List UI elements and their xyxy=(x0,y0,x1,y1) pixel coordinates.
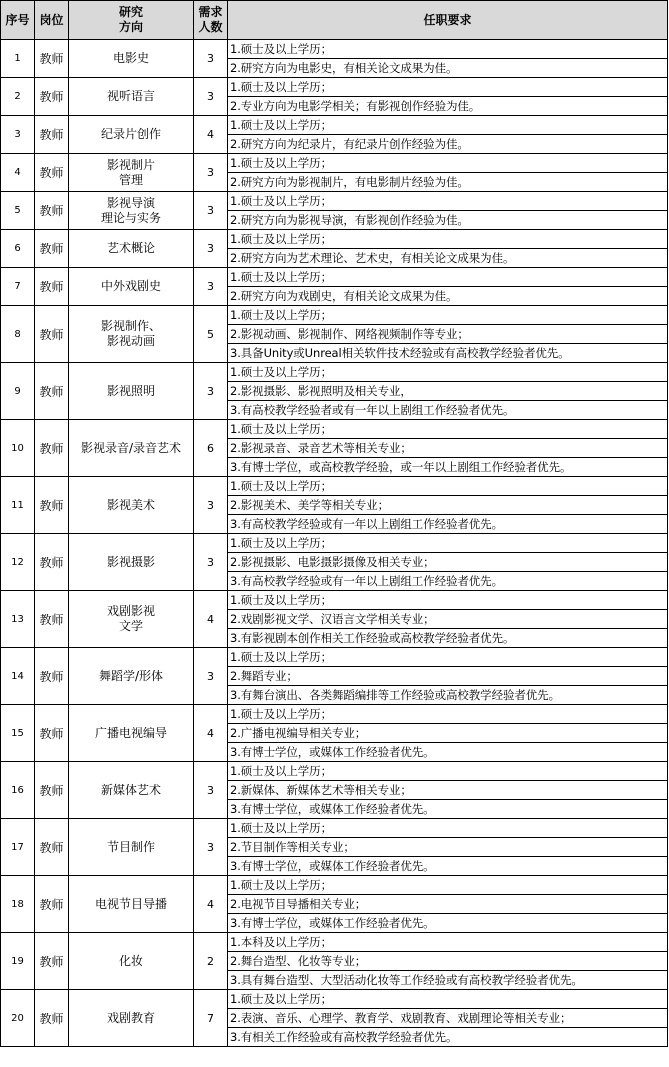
row-count: 6 xyxy=(194,420,228,477)
row-direction xyxy=(69,990,194,1047)
requirement-line: 1.硕士及以上学历； xyxy=(230,42,332,56)
table-row xyxy=(1,420,668,477)
requirement-line: 3.有博士学位，或高校教学经验，或一年以上剧组工作经验者优先。 xyxy=(228,457,667,476)
row-position: 教师 xyxy=(35,363,69,420)
table-body xyxy=(1,40,668,1047)
header-direction-line: 方向 xyxy=(118,20,143,34)
row-direction xyxy=(69,876,194,933)
row-direction-line: 理论与实务 xyxy=(100,210,161,225)
header-requirements: 任职要求 xyxy=(228,1,668,40)
row-direction-line: 影视录音/录音艺术 xyxy=(80,440,182,455)
row-count: 3 xyxy=(194,40,228,78)
table-row xyxy=(1,648,668,705)
row-direction xyxy=(69,78,194,116)
row-count: 3 xyxy=(194,477,228,534)
requirement-line: 3.有影视剧本创作相关工作经验或高校教学经验者优先。 xyxy=(228,628,667,647)
table-header xyxy=(1,1,668,40)
requirement-line: 2.电视节目导播相关专业； xyxy=(228,894,667,913)
row-count: 4 xyxy=(194,705,228,762)
row-requirements xyxy=(228,990,668,1047)
row-direction xyxy=(69,363,194,420)
table-row xyxy=(1,230,668,268)
requirement-line: 1.硕士及以上学历； xyxy=(230,156,332,170)
table-row xyxy=(1,762,668,819)
requirement-line: 1.硕士及以上学历； xyxy=(230,422,332,436)
row-position: 教师 xyxy=(35,154,69,192)
requirement-line: 1.硕士及以上学历； xyxy=(230,80,332,94)
row-position: 教师 xyxy=(35,705,69,762)
row-direction xyxy=(69,116,194,154)
row-count: 3 xyxy=(194,192,228,230)
requirement-line: 3.有博士学位，或媒体工作经验者优先。 xyxy=(228,913,667,932)
requirement-line: 2.研究方向为影视制片，有电影制片经验为佳。 xyxy=(228,172,667,191)
row-requirements xyxy=(228,40,668,78)
table-row xyxy=(1,534,668,591)
row-direction-line: 电影史 xyxy=(112,51,149,65)
requirement-line: 3.具备Unity或Unreal相关软件技术经验或有高校教学经验者优先。 xyxy=(228,343,667,362)
requirement-line: 2.广播电视编导相关专业； xyxy=(228,723,667,742)
row-direction-line: 影视制片 xyxy=(106,157,155,172)
table-row xyxy=(1,876,668,933)
row-requirements xyxy=(228,363,668,420)
row-direction-line: 节目制作 xyxy=(106,839,155,854)
table-row xyxy=(1,990,668,1047)
requirement-line: 1.硕士及以上学历； xyxy=(230,536,332,550)
header-count xyxy=(194,1,228,40)
row-requirements xyxy=(228,420,668,477)
row-requirements xyxy=(228,268,668,306)
requirement-line: 2.节目制作等相关专业； xyxy=(228,837,667,856)
requirement-line: 2.研究方向为影视导演，有影视创作经验为佳。 xyxy=(228,210,667,229)
header-position: 岗位 xyxy=(35,1,69,40)
row-direction-line: 戏剧影视 xyxy=(106,604,155,618)
row-requirements xyxy=(228,116,668,154)
table-row xyxy=(1,819,668,876)
row-number: 4 xyxy=(1,154,35,192)
row-requirements xyxy=(228,477,668,534)
row-requirements xyxy=(228,933,668,990)
row-requirements xyxy=(228,876,668,933)
row-number: 2 xyxy=(1,78,35,116)
row-position: 教师 xyxy=(35,306,69,363)
row-position: 教师 xyxy=(35,762,69,819)
row-number: 12 xyxy=(1,534,35,591)
requirement-line: 2.影视录音、录音艺术等相关专业； xyxy=(228,438,667,457)
row-number: 8 xyxy=(1,306,35,363)
row-direction xyxy=(69,268,194,306)
requirement-line: 2.舞台造型、化妆等专业； xyxy=(228,951,667,970)
row-direction xyxy=(69,534,194,591)
table-row xyxy=(1,705,668,762)
row-direction-line: 文学 xyxy=(118,619,143,633)
row-direction-line: 舞蹈学/形体 xyxy=(98,668,164,683)
row-direction-line: 管理 xyxy=(118,172,143,187)
table-row xyxy=(1,933,668,990)
row-count: 3 xyxy=(194,534,228,591)
row-position: 教师 xyxy=(35,420,69,477)
row-requirements xyxy=(228,648,668,705)
requirement-line: 1.硕士及以上学历； xyxy=(230,365,332,379)
requirement-line: 2.新媒体、新媒体艺术等相关专业； xyxy=(228,780,667,799)
requirement-line: 1.硕士及以上学历； xyxy=(230,650,332,664)
row-count: 5 xyxy=(194,306,228,363)
requirement-line: 2.研究方向为戏剧史，有相关论文成果为佳。 xyxy=(228,286,667,305)
row-direction xyxy=(69,306,194,363)
requirement-line: 1.硕士及以上学历； xyxy=(230,194,332,208)
row-position: 教师 xyxy=(35,648,69,705)
table-row xyxy=(1,363,668,420)
row-number: 7 xyxy=(1,268,35,306)
requirement-line: 2.影视动画、影视制作、网络视频制作等专业； xyxy=(228,324,667,343)
row-number: 18 xyxy=(1,876,35,933)
row-direction-line: 视听语言 xyxy=(106,89,155,103)
row-count: 4 xyxy=(194,116,228,154)
requirement-line: 1.硕士及以上学历； xyxy=(230,764,332,778)
row-direction xyxy=(69,705,194,762)
requirement-line: 2.戏剧影视文学、汉语言文学相关专业； xyxy=(228,609,667,628)
row-count: 3 xyxy=(194,819,228,876)
row-number: 17 xyxy=(1,819,35,876)
requirement-line: 2.影视美术、美学等相关专业； xyxy=(228,495,667,514)
requirement-line: 2.影视摄影、影视照明及相关专业， xyxy=(228,381,667,400)
row-direction-line: 化妆 xyxy=(118,953,143,968)
header-direction xyxy=(69,1,194,40)
row-position: 教师 xyxy=(35,591,69,648)
row-number: 3 xyxy=(1,116,35,154)
row-position: 教师 xyxy=(35,477,69,534)
requirement-line: 3.有高校教学经验或有一年以上剧组工作经验者优先。 xyxy=(228,514,667,533)
row-position: 教师 xyxy=(35,40,69,78)
row-direction-line: 电视节目导播 xyxy=(94,896,167,911)
row-number: 15 xyxy=(1,705,35,762)
requirement-line: 3.有博士学位，或媒体工作经验者优先。 xyxy=(228,742,667,761)
row-direction xyxy=(69,933,194,990)
row-direction-line: 影视照明 xyxy=(106,383,155,398)
requirement-line: 1.硕士及以上学历； xyxy=(230,118,332,132)
row-position: 教师 xyxy=(35,230,69,268)
row-position: 教师 xyxy=(35,534,69,591)
row-requirements xyxy=(228,78,668,116)
row-direction xyxy=(69,40,194,78)
row-direction-line: 艺术概论 xyxy=(106,241,155,255)
row-count: 3 xyxy=(194,648,228,705)
requirement-line: 1.硕士及以上学历； xyxy=(230,992,332,1006)
row-direction xyxy=(69,591,194,648)
row-position: 教师 xyxy=(35,933,69,990)
row-number: 20 xyxy=(1,990,35,1047)
row-number: 16 xyxy=(1,762,35,819)
row-requirements xyxy=(228,705,668,762)
requirement-line: 1.硕士及以上学历； xyxy=(230,308,332,322)
requirement-line: 3.有高校教学经验者或有一年以上剧组工作经验者优先。 xyxy=(228,400,667,419)
requirement-line: 2.舞蹈专业； xyxy=(228,666,667,685)
row-direction xyxy=(69,648,194,705)
row-count: 3 xyxy=(194,363,228,420)
requirement-line: 3.有博士学位，或媒体工作经验者优先。 xyxy=(228,856,667,875)
row-requirements xyxy=(228,154,668,192)
row-number: 6 xyxy=(1,230,35,268)
row-direction xyxy=(69,420,194,477)
table-row xyxy=(1,154,668,192)
table-row xyxy=(1,116,668,154)
requirement-line: 2.研究方向为纪录片，有纪录片创作经验为佳。 xyxy=(228,134,667,153)
requirement-line: 2.影视摄影、电影摄影摄像及相关专业； xyxy=(228,552,667,571)
row-position: 教师 xyxy=(35,192,69,230)
row-direction xyxy=(69,477,194,534)
row-number: 11 xyxy=(1,477,35,534)
row-requirements xyxy=(228,534,668,591)
table-row xyxy=(1,78,668,116)
requirement-line: 3.有相关工作经验或有高校教学经验者优先。 xyxy=(228,1027,667,1046)
row-number: 19 xyxy=(1,933,35,990)
row-count: 3 xyxy=(194,154,228,192)
row-number: 14 xyxy=(1,648,35,705)
table-row xyxy=(1,591,668,648)
row-number: 1 xyxy=(1,40,35,78)
header-count-line: 人数 xyxy=(198,20,223,34)
requirement-line: 1.硕士及以上学历； xyxy=(230,821,332,835)
row-count: 4 xyxy=(194,876,228,933)
row-position: 教师 xyxy=(35,990,69,1047)
row-number: 10 xyxy=(1,420,35,477)
requirement-line: 1.硕士及以上学历； xyxy=(230,479,332,493)
requirement-line: 1.硕士及以上学历； xyxy=(230,593,332,607)
row-direction xyxy=(69,192,194,230)
requirement-line: 1.硕士及以上学历； xyxy=(230,878,332,892)
header-count-line: 需求 xyxy=(198,5,223,19)
table-row xyxy=(1,306,668,363)
requirement-line: 3.有博士学位，或媒体工作经验者优先。 xyxy=(228,799,667,818)
requirement-line: 3.有舞台演出、各类舞蹈编排等工作经验或高校教学经验者优先。 xyxy=(228,685,667,704)
requirement-line: 1.硕士及以上学历； xyxy=(230,232,332,246)
table-row xyxy=(1,268,668,306)
requirement-line: 2.表演、音乐、心理学、教育学、戏剧教育、戏剧理论等相关专业； xyxy=(228,1008,667,1027)
row-direction-line: 影视摄影 xyxy=(106,554,155,569)
table-row xyxy=(1,477,668,534)
row-direction-line: 广播电视编导 xyxy=(94,725,167,740)
header-direction-line: 研究 xyxy=(118,5,143,19)
row-requirements xyxy=(228,762,668,819)
requirement-line: 2.研究方向为电影史，有相关论文成果为佳。 xyxy=(228,58,667,77)
requirement-line: 1.硕士及以上学历； xyxy=(230,270,332,284)
row-direction-line: 影视导演 xyxy=(106,195,155,210)
requirement-line: 3.有高校教学经验或有一年以上剧组工作经验者优先。 xyxy=(228,571,667,590)
requirement-line: 1.本科及以上学历； xyxy=(230,935,332,949)
row-requirements xyxy=(228,192,668,230)
row-count: 3 xyxy=(194,230,228,268)
row-count: 3 xyxy=(194,268,228,306)
table-row xyxy=(1,192,668,230)
row-number: 5 xyxy=(1,192,35,230)
row-direction xyxy=(69,154,194,192)
row-count: 4 xyxy=(194,591,228,648)
header-no: 序号 xyxy=(1,1,35,40)
row-direction-line: 新媒体艺术 xyxy=(100,782,161,797)
row-count: 3 xyxy=(194,762,228,819)
row-direction-line: 中外戏剧史 xyxy=(100,279,161,293)
row-direction-line: 纪录片创作 xyxy=(100,127,161,141)
row-direction xyxy=(69,762,194,819)
requirement-line: 3.具有舞台造型、大型活动化妆等工作经验或有高校教学经验者优先。 xyxy=(228,970,667,989)
row-number: 13 xyxy=(1,591,35,648)
row-requirements xyxy=(228,591,668,648)
requirement-line: 2.研究方向为艺术理论、艺术史，有相关论文成果为佳。 xyxy=(228,248,667,267)
row-position: 教师 xyxy=(35,819,69,876)
row-requirements xyxy=(228,306,668,363)
row-requirements xyxy=(228,230,668,268)
row-position: 教师 xyxy=(35,78,69,116)
row-direction-line: 影视美术 xyxy=(106,497,155,512)
row-number: 9 xyxy=(1,363,35,420)
table-row xyxy=(1,40,668,78)
row-direction xyxy=(69,819,194,876)
row-direction-line: 影视制作、 xyxy=(100,319,161,333)
row-count: 2 xyxy=(194,933,228,990)
row-requirements xyxy=(228,819,668,876)
row-direction xyxy=(69,230,194,268)
row-position: 教师 xyxy=(35,116,69,154)
requirement-line: 2.专业方向为电影学相关；有影视创作经验为佳。 xyxy=(228,96,667,115)
row-direction-line: 戏剧教育 xyxy=(106,1010,155,1025)
row-direction-line: 影视动画 xyxy=(106,334,155,348)
requirement-line: 1.硕士及以上学历； xyxy=(230,707,332,721)
row-position: 教师 xyxy=(35,268,69,306)
row-count: 7 xyxy=(194,990,228,1047)
row-count: 3 xyxy=(194,78,228,116)
row-position: 教师 xyxy=(35,876,69,933)
